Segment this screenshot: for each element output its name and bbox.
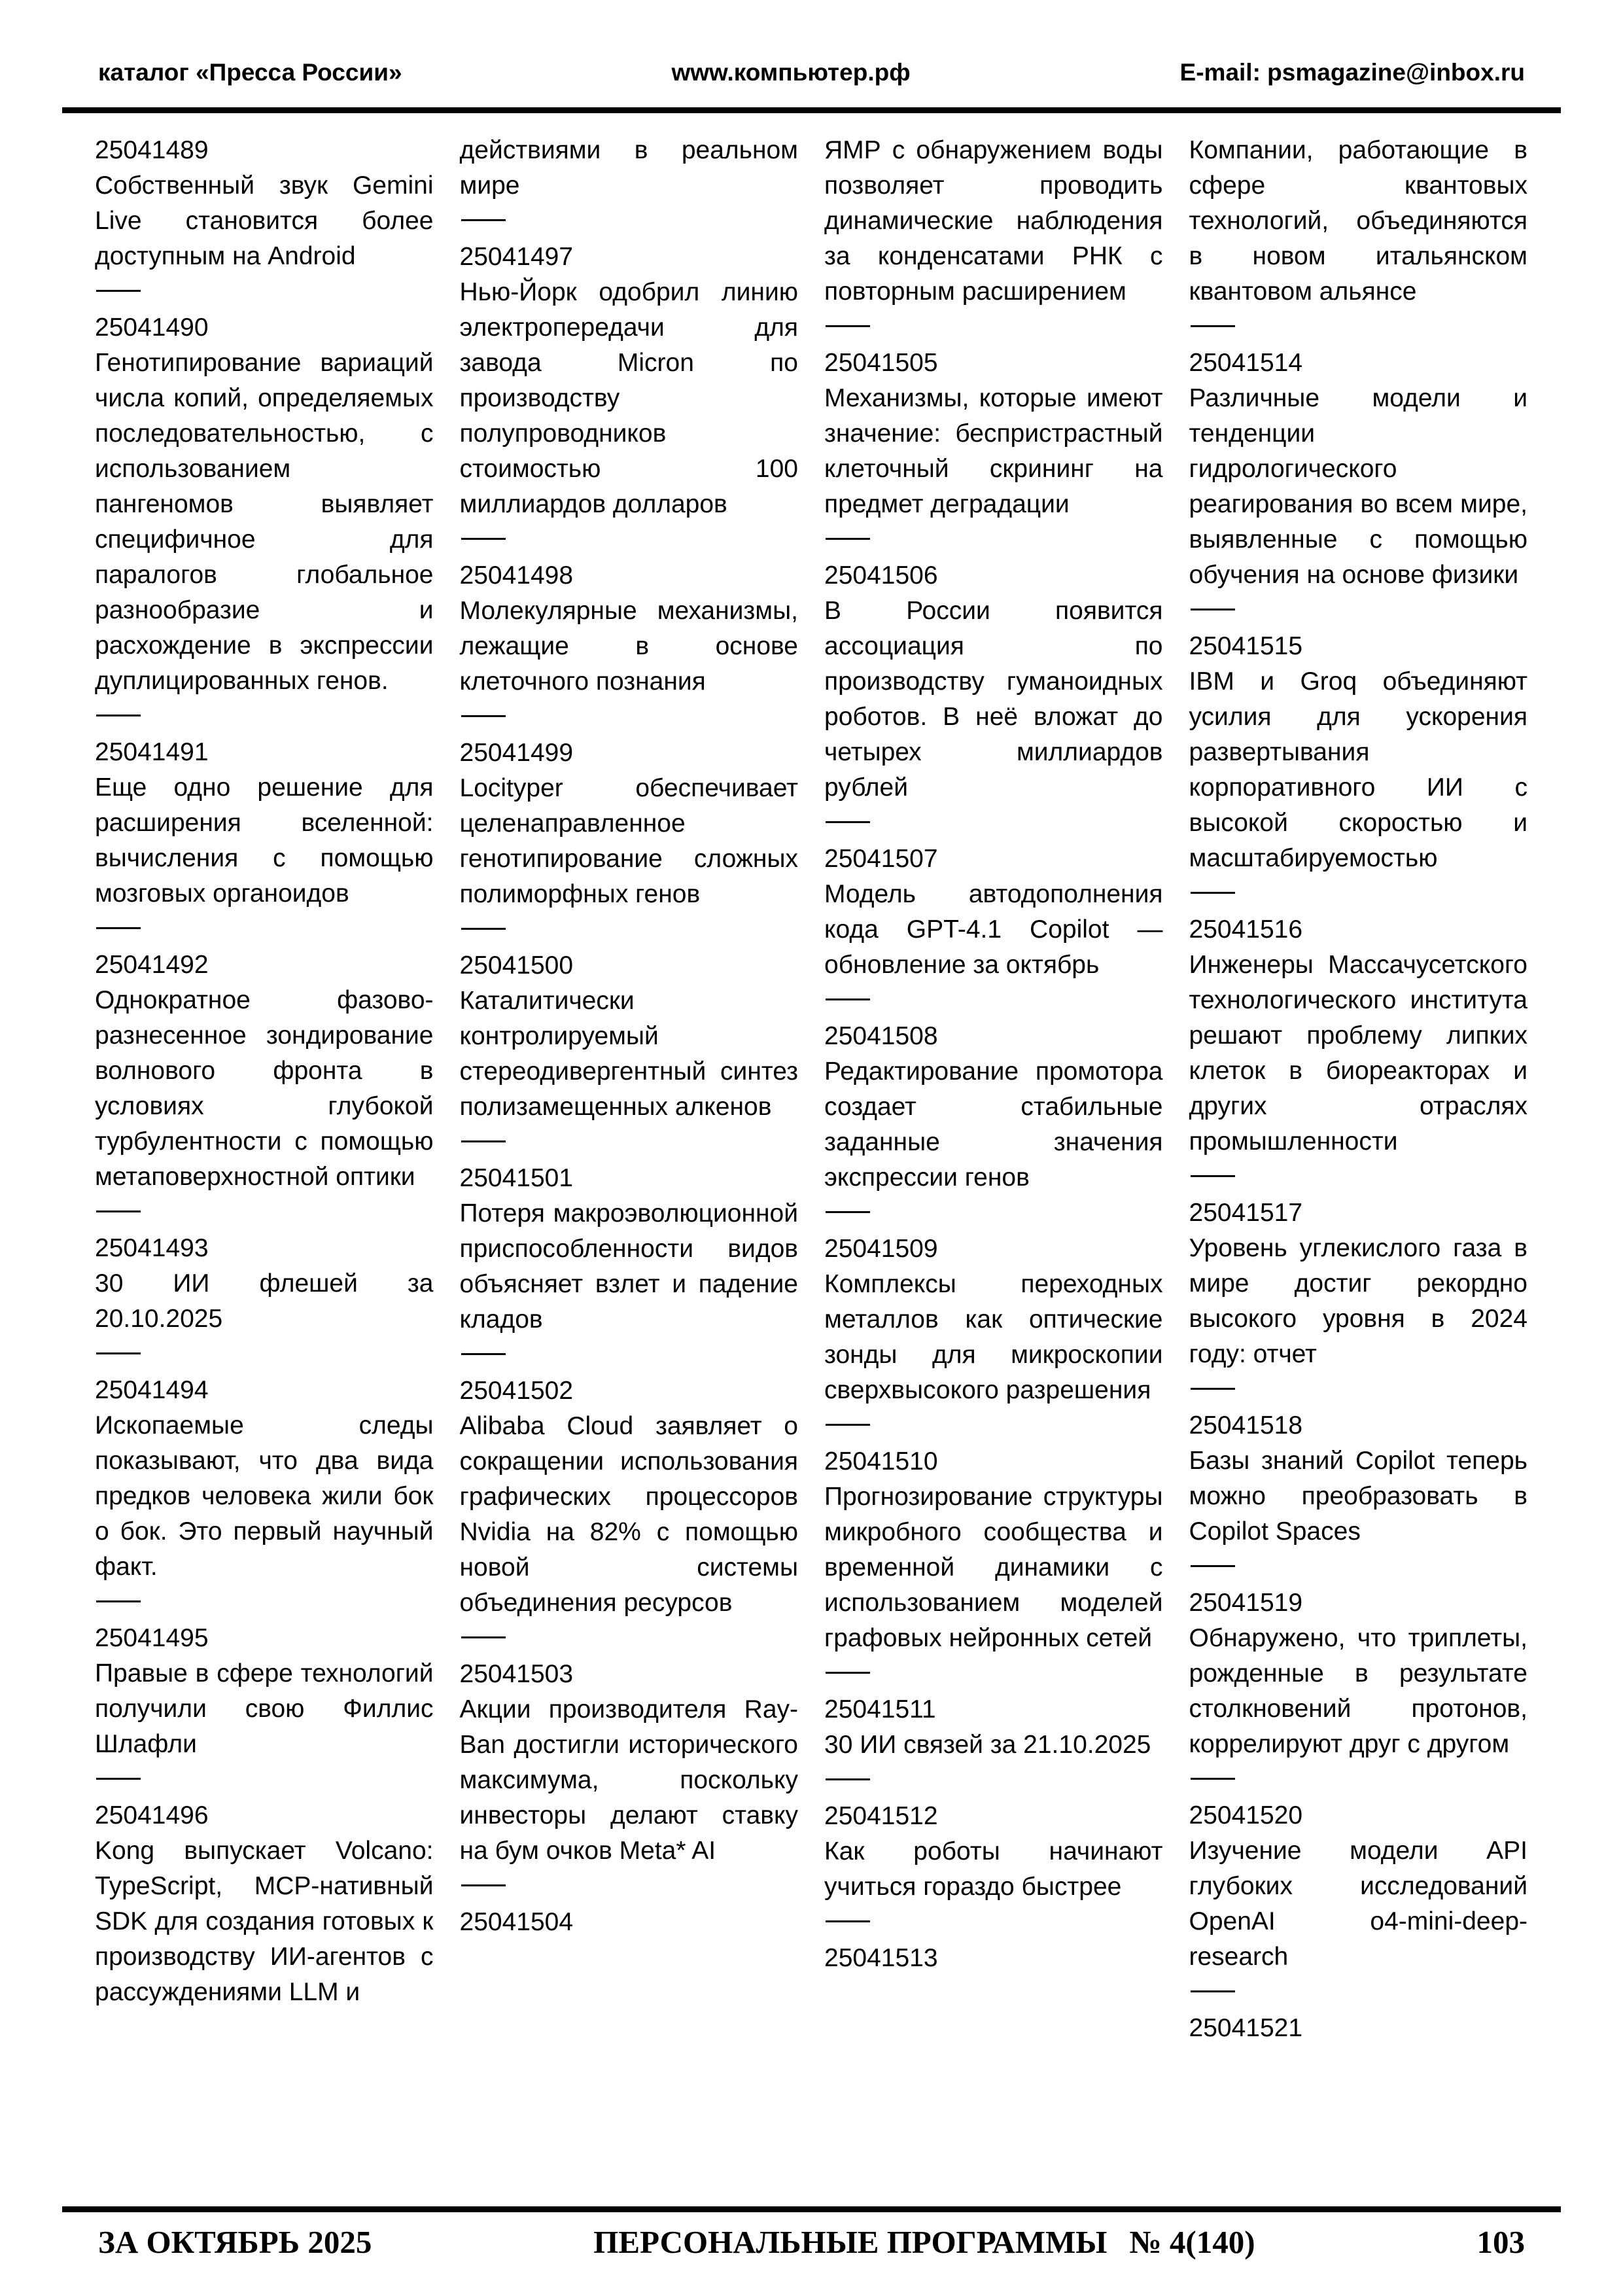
email-address: E-mail: psmagazine@inbox.ru [1179,59,1525,86]
entry-number: 25041505 [824,349,938,377]
header-rule [62,107,1561,113]
column-1 [95,133,434,2046]
entry-number: 25041515 [1189,632,1303,660]
entry-separator [96,1352,141,1354]
entry-number: 25041506 [824,561,938,590]
entry-title: Компании, работающие в сфере квантовых технологий, объединяются в новом итальянском квантовом альянсе [1189,136,1527,306]
publication-title: ПЕРСОНАЛЬНЫЕ ПРОГРАММЫ [593,2224,1108,2260]
entry-separator [826,1424,870,1426]
entry-title: Различные модели и тенденции гидрологического реагирования во всем мире, выявленные с помощью обучения на основе физики [1189,384,1527,589]
entry-title: Потеря макроэволюционной приспособленности видов объясняет взлет и падение кладов [459,1199,798,1333]
entry-number: 25041521 [1189,2014,1303,2042]
footer-month: ЗА ОКТЯБРЬ 2025 [98,2224,372,2260]
entry-number: 25041514 [1189,349,1303,377]
entry-separator [461,1140,506,1142]
entry-separator [461,715,506,717]
entry-title: Locityper обеспечивает целенаправленное генотипирование сложных полиморфных генов [459,774,798,908]
entry-separator [461,1636,506,1638]
entry-number: 25041489 [95,136,209,164]
entry-number: 25041492 [95,951,209,979]
entry-number: 25041502 [459,1377,574,1405]
entry-number: 25041493 [95,1234,209,1262]
entry-title: Alibaba Cloud заявляет о сокращении использования графических процессоров Nvidia на 82% с помощью новой системы объединения ресурсов [459,1412,798,1617]
page-footer [98,2223,1525,2261]
entry-separator [461,538,506,540]
column-3 [824,133,1163,2046]
entry-title: IBM и Groq объединяют усилия для ускорения развертывания корпоративного ИИ с высокой скоростью и масштабируемостью [1189,667,1527,872]
entry-separator [1191,1388,1235,1390]
entry-title: Молекулярные механизмы, лежащие в основе клеточного познания [459,597,798,696]
entry-title: Комплексы переходных металлов как оптические зонды для микроскопии сверхвысокого разрешения [824,1270,1163,1404]
entry-title: Прогнозирование структуры микробного сообщества и временной динамики с использованием моделей графовых нейронных сетей [824,1483,1163,1652]
entry-separator [96,715,141,716]
entry-title: Механизмы, которые имеют значение: беспристрастный клеточный скрининг на предмет деградации [824,384,1163,518]
entry-number: 25041491 [95,738,209,766]
entry-separator [461,928,506,930]
page-number: 103 [1476,2224,1525,2260]
entry-separator [1191,1175,1235,1177]
entry-title: Генотипирование вариаций числа копий, определяемых последовательностью, с использованием пангеномов выявляет специфичное для паралогов глобальное разнообразие и расхождение в экспрессии дуплицированных генов. [95,349,434,695]
entry-title: Инженеры Массачусетского технологического института решают проблему липких клеток в биореакторах и других отраслях промышленности [1189,951,1527,1156]
entry-title: Акции производителя Ray-Ban достигли исторического максимума, поскольку инвесторы делают ставку на бум очков Meta* AI [459,1695,798,1865]
entry-title: Kong выпускает Volcano: TypeScript, MCP-нативный SDK для создания готовых к производству ИИ-агентов с рассуждениями LLM и [95,1837,434,2006]
footer-publication [372,2223,1476,2261]
entry-number: 25041508 [824,1022,938,1050]
entry-number: 25041507 [824,845,938,873]
columns [95,133,1527,2046]
entry-separator [826,1211,870,1213]
entry-separator [96,927,141,929]
entry-number: 25041511 [824,1695,936,1723]
entry-separator [1191,892,1235,894]
entry-title: Ископаемые следы показывают, что два вида предков человека жили бок о бок. Это первый научный факт. [95,1411,434,1581]
entry-title: Еще одно решение для расширения вселенной: вычисления с помощью мозговых органоидов [95,773,434,908]
entry-separator [1191,325,1235,327]
entry-number: 25041495 [95,1624,209,1652]
entry-number: 25041503 [459,1660,574,1688]
entry-separator [826,1778,870,1780]
entry-number: 25041500 [459,951,574,980]
footer-rule [62,2206,1561,2212]
page-header [98,59,1525,86]
entry-title: Однократное фазово-разнесенное зондирование волнового фронта в условиях глубокой турбулентности с помощью метаповерхностной оптики [95,986,434,1191]
entry-title: Базы знаний Copilot теперь можно преобразовать в Copilot Spaces [1189,1447,1527,1545]
entry-separator [96,1210,141,1212]
catalog-title: каталог «Пресса России» [98,59,402,86]
entry-number: 25041496 [95,1801,209,1829]
entry-title: Изучение модели API глубоких исследований OpenAI o4-mini-deep-research [1189,1837,1527,1971]
entry-title: Каталитически контролируемый стереодивергентный синтез полизамещенных алкенов [459,987,798,1121]
entry-separator [96,1778,141,1780]
entry-title: Правые в сфере технологий получили свою Филлис Шлафли [95,1659,434,1758]
entry-number: 25041510 [824,1447,938,1475]
entry-title: Собственный звук Gemini Live становится более доступным на Android [95,171,434,270]
entry-number: 25041494 [95,1376,209,1404]
entry-number: 25041498 [459,561,574,590]
entry-title: Модель автодополнения кода GPT-4.1 Copilot — обновление за октябрь [824,880,1163,979]
entry-number: 25041517 [1189,1199,1303,1227]
entry-separator [826,325,870,327]
entry-title: действиями в реальном мире [459,136,798,200]
column-2 [460,133,799,2046]
entry-separator [461,1353,506,1355]
entry-separator [826,538,870,540]
entry-separator [461,1884,506,1886]
entry-number: 25041504 [459,1908,574,1936]
entry-title: 30 ИИ связей за 21.10.2025 [824,1731,1151,1759]
entry-separator [96,1600,141,1602]
entry-title: 30 ИИ флешей за 20.10.2025 [95,1269,434,1333]
entry-number: 25041520 [1189,1801,1303,1829]
website-url: www.компьютер.рф [671,59,911,86]
entry-number: 25041512 [824,1802,938,1830]
entry-separator [826,1920,870,1922]
entry-title: Как роботы начинают учиться гораздо быстрее [824,1837,1163,1901]
entry-title: ЯМР с обнаружением воды позволяет проводить динамические наблюдения за конденсатами РНК с повторным расширением [824,136,1163,306]
entry-number: 25041518 [1189,1411,1303,1439]
entry-number: 25041490 [95,313,209,342]
entry-title: Редактирование промотора создает стабильные заданные значения экспрессии генов [824,1057,1163,1192]
entry-separator [96,290,141,292]
entry-separator [1191,609,1235,610]
issue-number: № 4(140) [1129,2224,1255,2260]
entry-title: Нью-Йорк одобрил линию электропередачи для завода Micron по производству полупроводников стоимостью 100 миллиардов долларов [459,278,798,518]
entry-separator [1191,1565,1235,1567]
entry-separator [826,1672,870,1674]
entry-title: Уровень углекислого газа в мире достиг рекордно высокого уровня в 2024 году: отчет [1189,1234,1527,1368]
entry-number: 25041499 [459,739,574,767]
entry-separator [1191,1778,1235,1780]
entry-number: 25041497 [459,243,574,271]
entry-separator [826,998,870,1000]
entry-number: 25041501 [459,1164,574,1192]
entry-separator [1191,1990,1235,1992]
entry-number: 25041516 [1189,915,1303,944]
entry-title: В России появится ассоциация по производству гуманоидных роботов. В неё вложат до четырех миллиардов рублей [824,597,1163,802]
entry-number: 25041509 [824,1235,938,1263]
column-4 [1189,133,1528,2046]
entry-number: 25041519 [1189,1589,1303,1617]
entry-title: Обнаружено, что триплеты, рожденные в результате столкновений протонов, коррелируют друг с другом [1189,1624,1527,1758]
entry-number: 25041513 [824,1944,938,1972]
entry-separator [461,219,506,221]
entry-separator [826,821,870,823]
